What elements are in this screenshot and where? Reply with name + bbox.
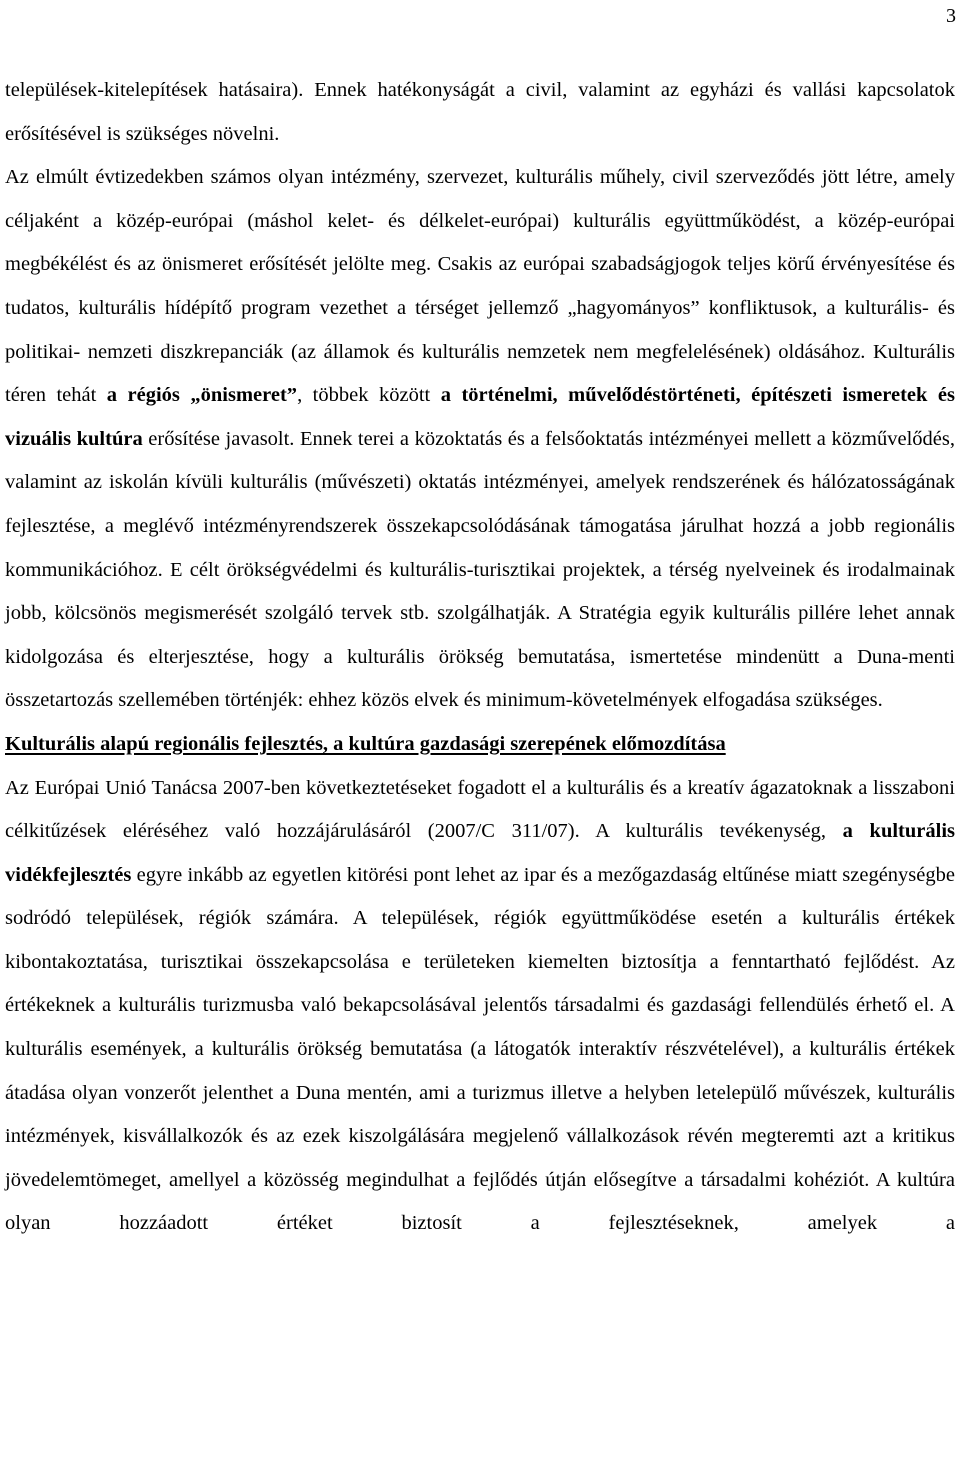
paragraph-2-text-3: erősítése javasolt. Ennek terei a közoktatás és a felsőoktatás intézményei mellett a közművelődés, valamint az iskolán kívüli kulturális (művészeti) oktatás intézményei, amelyek rendszerének és hálózatosságának fejlesztése, a meglévő intézményrendszerek összekapcsolódásának támogatása járulhat hozzá a jobb regionális kommunikációhoz. E célt örökségvédelmi és kulturális-turisztikai projektek, a térség nyelveinek és irodalmainak jobb, kölcsönös megismerését szolgáló tervek stb. szolgálhatják. A Stratégia egyik kulturális pillére lehet annak kidolgozása és elterjesztése, hogy a kulturális örökség bemutatása, ismertetése mindenütt a Duna-menti összetartozás szellemében történjék: ehhez közös elvek és minimum-követelmények elfogadása szükséges. <box>5 427 955 712</box>
paragraph-2 <box>5 156 955 723</box>
paragraph-3-text-1: Az Európai Unió Tanácsa 2007-ben következtetéseket fogadott el a kulturális és a kreatív ágazatoknak a lisszaboni célkitűzések eléréséhez való hozzájárulásáról (2007/C 311/07). A kulturális tevékenység, <box>5 776 955 843</box>
section-heading: Kulturális alapú regionális fejlesztés, a kultúra gazdasági szerepének előmozdítása <box>5 732 726 755</box>
paragraph-3-bold-1: a kulturális vidékfejlesztés <box>5 820 955 886</box>
page-number: 3 <box>946 5 956 27</box>
paragraph-2-text-2: , többek között <box>297 384 441 407</box>
paragraph-2-bold-1: a régiós „önismeret” <box>106 384 298 407</box>
document-body <box>5 69 955 1246</box>
paragraph-1: települések-kitelepítések hatásaira). Ennek hatékonyságát a civil, valamint az egyházi és vallási kapcsolatok erősítésével is szükséges növelni. <box>5 79 955 145</box>
paragraph-3-text-2: egyre inkább az egyetlen kitörési pont lehet az ipar és a mezőgazdaság eltűnése miatt szegénységbe sodródó települések, régiók számára. A települések, régiók együttműködése esetén a kulturális értékek kibontakoztatása, turisztikai összekapcsolása e területeken kiemelten biztosítja a fenntartható fejlődést. Az értékeknek a kulturális turizmusba való bekapcsolásával jelentős társadalmi és gazdasági fellendülés érhető el. A kulturális események, a kulturális örökség bemutatása (a látogatók interaktív részvételével), a kulturális értékek átadása olyan vonzerőt jelenthet a Duna mentén, ami a turizmus illetve a helyben letelepülő művészek, kulturális intézmények, kisvállalkozók és az ezek kiszolgálására megjelenő vállalkozások révén megteremti azt a kritikus jövedelemtömeget, amellyel a közösség megindulhat a fejlődés útján elősegítve a társadalmi kohéziót. A kultúra olyan hozzáadott értéket biztosít a fejlesztéseknek, amelyek a <box>5 863 955 1235</box>
paragraph-2-text-1: Az elmúlt évtizedekben számos olyan intézmény, szervezet, kulturális műhely, civil szerveződés jött létre, amely céljaként a közép-európai (máshol kelet- és délkelet-európai) kulturális együttműködést, a közép-európai megbékélést és az önismeret erősítését jelölte meg. Csakis az európai szabadságjogok teljes körű érvényesítése és tudatos, kulturális hídépítő program vezethet a térséget jellemző „hagyományos” konfliktusok, a kulturális- és politikai- nemzeti diszkrepanciák (az államok és kulturális nemzetek nem megfelelésének) oldásához. Kulturális téren tehát <box>5 166 955 407</box>
paragraph-3 <box>5 767 955 1247</box>
paragraph-2-bold-2: a történelmi, művelődéstörténeti, építészeti ismeretek és vizuális kultúra <box>5 384 955 450</box>
